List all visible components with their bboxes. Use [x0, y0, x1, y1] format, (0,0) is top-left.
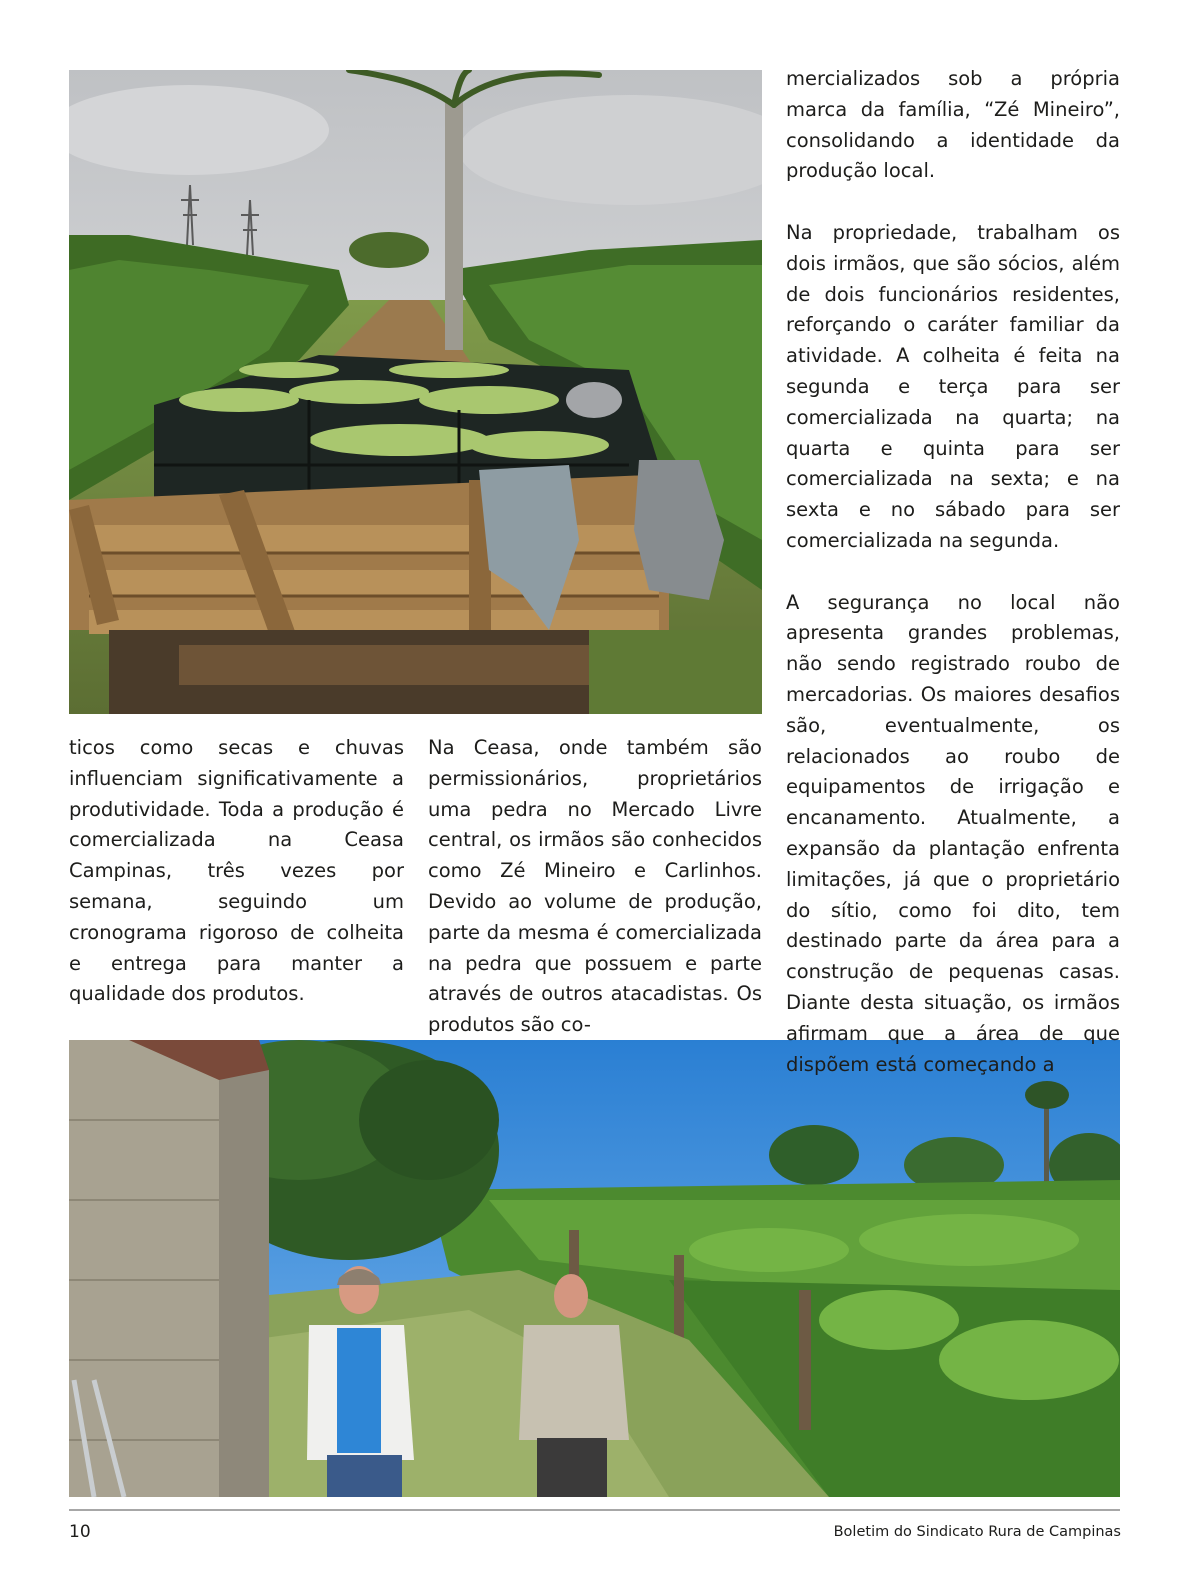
text-column-right: [786, 64, 1120, 1080]
paragraph: Na Ceasa, onde também são permissionários, proprietários uma pedra no Mercado Livre central, os irmãos são conhecidos como Zé Mineiro e Carlinhos. Devido ao volume de produção, parte da mesma é comercializada na pedra que possuem e parte através de outros atacadistas. Os produtos são co-: [428, 736, 762, 1037]
paragraph: mercializados sob a própria marca da família, “Zé Mineiro”, consolidando a identidade da produção local.: [786, 67, 1120, 183]
photo-brothers-in-field: [69, 1040, 1120, 1497]
text-column-left: [69, 733, 404, 1010]
footer-divider: [69, 1509, 1120, 1511]
page-number: 10: [69, 1522, 91, 1542]
publication-title: Boletim do Sindicato Rura de Campinas: [833, 1524, 1121, 1540]
text-column-middle: [428, 733, 762, 1041]
photo-harvest-wagon: [69, 70, 762, 714]
paragraph: A segurança no local não apresenta grandes problemas, não sendo registrado roubo de mercadorias. Os maiores desafios são, eventualmente, os relacionados ao roubo de equipamentos de irrigação e encanamento. Atualmente, a expansão da plantação enfrenta limitações, já que o proprietário do sítio, como foi dito, tem destinado parte da área para a construção de pequenas casas. Diante desta situação, os irmãos afirmam que a área de que dispõem está começando a: [786, 590, 1120, 1076]
paragraph: Na propriedade, trabalham os dois irmãos, que são sócios, além de dois funcionários residentes, reforçando o caráter familiar da atividade. A colheita é feita na segunda e terça para ser comercializada na quarta; na quarta e quinta para ser comercializada na sexta; e na sexta e no sábado para ser comercializada na segunda.: [786, 220, 1120, 552]
paragraph: ticos como secas e chuvas influenciam significativamente a produtividade. Toda a produção é comercializada na Ceasa Campinas, três vezes por semana, seguindo um cronograma rigoroso de colheita e entrega para manter a qualidade dos produtos.: [69, 736, 404, 1006]
